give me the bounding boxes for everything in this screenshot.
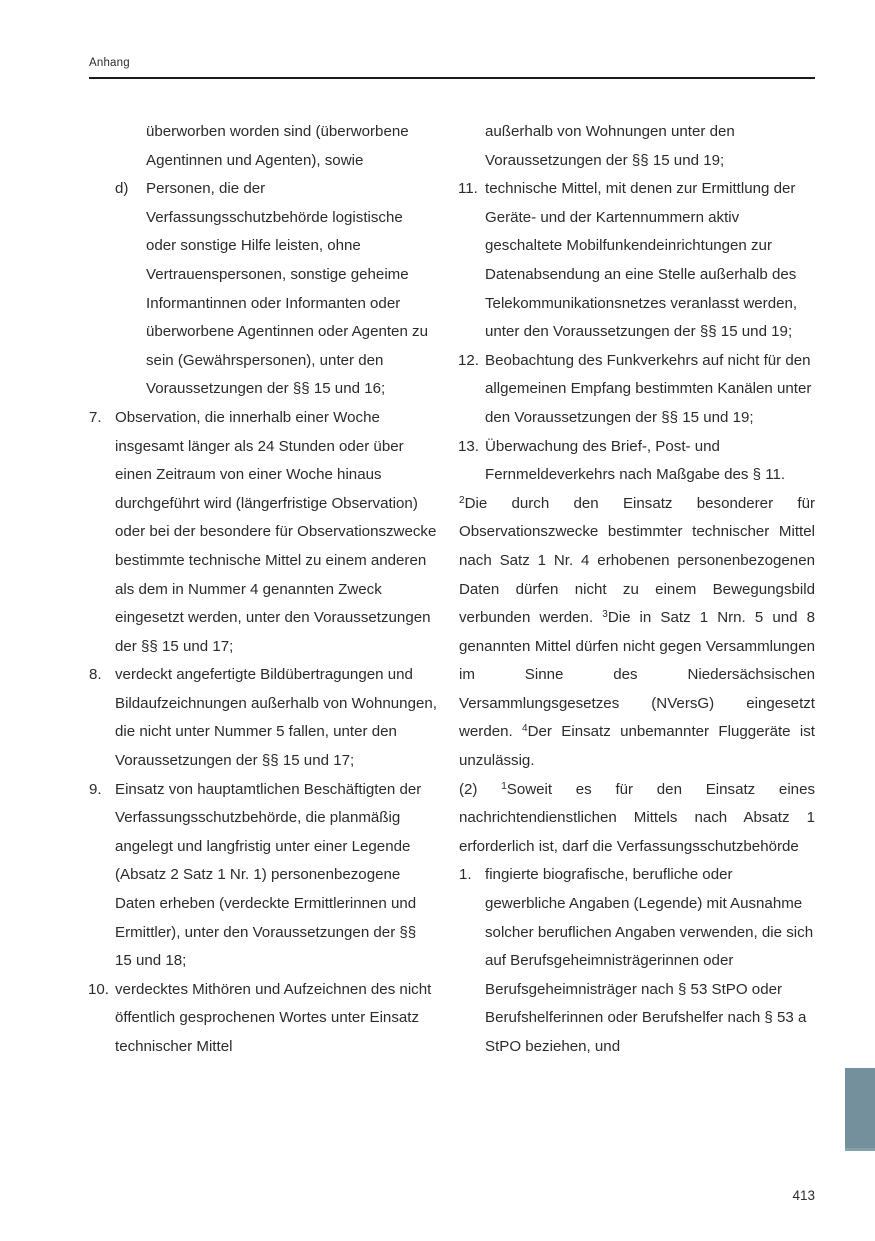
numbered-list-right	[459, 175, 815, 490]
list-item-marker: 13.	[458, 437, 479, 455]
table-row	[89, 976, 437, 1062]
list-item-marker: 9.	[89, 780, 102, 798]
list-item-marker: 7.	[89, 408, 102, 426]
list-item-marker: 10.	[88, 980, 109, 998]
sentence-4-text: Der Einsatz unbemannter Fluggeräte ist unzulässig.	[459, 723, 815, 770]
table-row	[89, 661, 437, 775]
continued-item-text: außerhalb von Wohnungen unter den Voraussetzungen der §§ 15 und 19;	[485, 123, 735, 169]
sentence-number-4: 4	[522, 723, 528, 735]
continued-sub-item-text: überworben worden sind (überworbene Agentinnen und Agenten), sowie	[146, 123, 409, 169]
running-head	[89, 56, 815, 70]
list-item	[89, 175, 437, 404]
list-item-text: fingierte biografische, berufliche oder gewerbliche Angaben (Legende) mit Ausnahme solcher beruflichen Angaben verwenden, die sich auf Berufsgeheimnisträgerinnen oder Berufsgeheimnisträger nach § 53 StPO oder Berufshelferinnen oder Berufshelfer nach § 53 a StPO beziehen, und	[485, 866, 814, 1055]
table-row	[459, 433, 815, 490]
list-item-text: technische Mittel, mit denen zur Ermittlung der Geräte- und der Kartennummern aktiv geschaltete Mobilfunkendeinrichtungen zur Datenabsendung an eine Stelle außerhalb des Telekommunikationsnetzes veranlasst werden, unter den Voraussetzungen der §§ 15 und 19;	[485, 180, 798, 341]
running-head-label: Anhang	[89, 57, 130, 69]
right-column	[459, 118, 815, 1062]
list-item-marker: 8.	[89, 666, 102, 684]
list-item-marker: 11.	[458, 180, 478, 198]
list-item-text: Observation, die innerhalb einer Woche insgesamt länger als 24 Stunden oder über einen Zeitraum von einer Woche hinaus durchgeführt wird (längerfristige Observation) oder bei der besondere für Observationszwecke bestimmte technische Mittel zu einem anderen als dem in Nummer 4 genannten Zweck eingesetzt werden, unter den Voraussetzungen der §§ 15 und 17;	[115, 408, 437, 655]
table-row	[459, 175, 815, 347]
list-item-text: Beobachtung des Funkverkehrs auf nicht für den allgemeinen Empfang bestimmten Kanälen unter den Voraussetzungen der §§ 15 und 19;	[485, 351, 812, 426]
list-item-text: verdecktes Mithören und Aufzeichnen des nicht öffentlich gesprochenen Wortes unter Einsatz technischer Mittel	[115, 980, 432, 1055]
sentence-number-3: 3	[602, 609, 608, 621]
list-item-text: verdeckt angefertigte Bildübertragungen und Bildaufzeichnungen außerhalb von Wohnungen, die nicht unter Nummer 5 fallen, unter den Voraussetzungen der §§ 15 und 17;	[115, 666, 437, 770]
header-rule	[89, 77, 815, 79]
sentence-number-2: 2	[459, 494, 465, 506]
table-row	[89, 776, 437, 976]
thumb-index-tab	[845, 1068, 875, 1151]
subsection-2-paragraph	[459, 776, 815, 862]
subsection-number: (2)	[459, 780, 502, 798]
list-item-marker: 1.	[459, 866, 472, 884]
numbered-list-left	[89, 404, 437, 1062]
list-item-text: Personen, die der Verfassungsschutzbehörde logistische oder sonstige Hilfe leisten, ohne Vertrauenspersonen, sonstige geheime Informantinnen oder Informanten oder überworbene Agentinnen oder Agenten zu sein (Gewährspersonen), unter den Voraussetzungen der §§ 15 und 16;	[146, 180, 428, 398]
thumb-index-tab-shade	[845, 1148, 875, 1151]
table-row	[89, 404, 437, 661]
sentence-2-text: Die durch den Einsatz besonderer für Observationszwecke bestimmter technischer Mittel nach Satz 1 Nr. 4 erhobenen personenbezogenen Daten dürfen nicht zu einem Bewegungsbild verbunden werden.	[459, 494, 815, 627]
lettered-sublist	[89, 175, 437, 404]
sentence-number-1: 1	[501, 780, 507, 792]
list-item-marker: 12.	[458, 351, 479, 369]
numbered-list-subsection-2	[459, 861, 815, 1061]
table-row	[459, 861, 815, 1061]
statute-paragraph-sentences	[459, 490, 815, 776]
table-row	[459, 347, 815, 433]
left-column	[89, 118, 437, 1062]
subsection-2-text: Soweit es für den Einsatz eines nachrichtendienstlichen Mittels nach Absatz 1 erforderlich ist, darf die Verfassungsschutzbehörde	[459, 780, 816, 855]
page-number: 413	[792, 1188, 815, 1203]
list-item-marker: d)	[115, 180, 129, 198]
list-item-text: Einsatz von hauptamtlichen Beschäftigten der Verfassungsschutzbehörde, die planmäßig angelegt und langfristig unter einer Legende (Absatz 2 Satz 1 Nr. 1) personenbezogene Daten erheben (verdeckte Ermittlerinnen und Ermittler), unter den Voraussetzungen der §§ 15 und 18;	[115, 780, 422, 970]
list-item-text: Überwachung des Brief-, Post- und Fernmeldeverkehrs nach Maßgabe des § 11.	[485, 437, 786, 484]
sentence-3-text: Die in Satz 1 Nrn. 5 und 8 genannten Mittel dürfen nicht gegen Versammlungen im Sinne des Niedersächsischen Versammlungsgesetzes (NVersG) eingesetzt werden.	[459, 609, 816, 741]
